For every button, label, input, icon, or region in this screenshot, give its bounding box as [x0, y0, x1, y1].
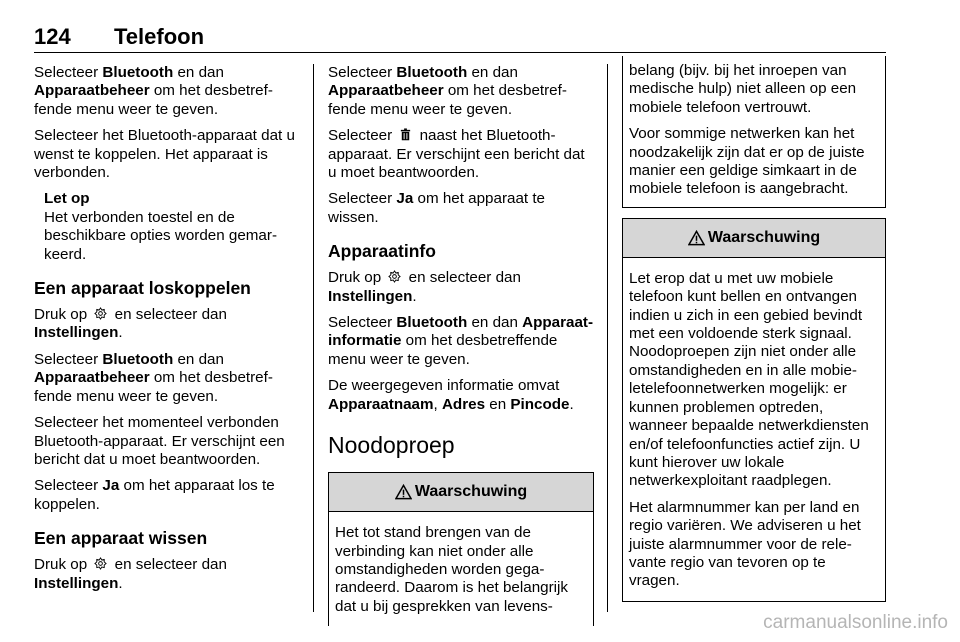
paragraph: Selecteer Ja om het apparaat te wissen.: [328, 190, 546, 226]
warning-header: [623, 219, 885, 258]
warning-text: Het tot stand brengen van de verbinding kan niet onder alle omstandigheden worden gegarandeerd. Daarom is het belangrijk dat u bij gesprekken van levens-: [335, 524, 568, 615]
paragraph: Druk op en selecteer dan Instellingen.: [34, 556, 227, 592]
paragraph: Druk op en selecteer dan Instellingen.: [328, 269, 521, 305]
warning-body: [623, 258, 885, 601]
section-heading: Een apparaat wissen: [34, 528, 208, 549]
paragraph: Selecteer Bluetooth en dan Apparaatbeheer om het desbetreffende menu weer te geven.: [34, 64, 273, 118]
note: [44, 190, 300, 264]
paragraph: Druk op en selecteer dan Instellingen.: [34, 306, 227, 342]
warning-icon: [395, 484, 412, 500]
watermark: carmanualsonline.info: [763, 612, 948, 633]
column-1: [34, 64, 300, 601]
paragraph: De weergegeven informatie omvat Apparaatnaam, Adres en Pincode.: [328, 377, 574, 413]
header-rule: [34, 52, 886, 53]
column-2: [328, 64, 594, 626]
note-title: Let op: [44, 190, 90, 208]
paragraph: Selecteer het Bluetooth-apparaat dat u wenst te koppelen. Het apparaat is verbonden.: [34, 127, 295, 182]
warning-body: [329, 512, 593, 626]
paragraph: Selecteer Ja om het apparaat los te koppelen.: [34, 477, 275, 513]
paragraph: belang (bijv. bij het inroepen van medische hulp) niet alleen op een mobiele telefoon vertrouwt.: [629, 62, 857, 116]
warning-box: [622, 218, 886, 602]
column-divider: [607, 64, 608, 612]
page-header: [34, 24, 886, 50]
warning-text: Het alarmnummer kan per land en regio variëren. We adviseren u het juiste alarmnummer voor de relevante regio van tevoren op te vragen.: [629, 498, 861, 590]
column-divider: [313, 64, 314, 612]
warning-box: [328, 472, 594, 626]
settings-icon: [94, 557, 107, 570]
warning-title: Waarschuwing: [414, 482, 528, 500]
page-number: 124: [34, 24, 71, 49]
settings-icon: [388, 270, 401, 283]
paragraph: Voor sommige netwerken kan het noodzakelijk zijn dat er op de juiste manier een geldige simkaart in de mobiele telefoon is aangebracht.: [629, 125, 865, 198]
chapter-heading: Noodoproep: [328, 432, 455, 459]
paragraph: Selecteer naast het Bluetooth-apparaat. Er verschijnt een bericht dat u moet beantwoorden.: [328, 127, 585, 182]
warning-header: [329, 473, 593, 512]
settings-icon: [94, 307, 107, 320]
warning-title: Waarschuwing: [707, 228, 821, 246]
section-heading: Apparaatinfo: [328, 241, 436, 262]
section-heading: Een apparaat loskoppelen: [34, 278, 251, 299]
note-text: Het verbonden toestel en de beschikbare opties worden gemarkeerd.: [44, 208, 278, 263]
paragraph: Selecteer Bluetooth en dan Apparaatbeheer om het desbetreffende menu weer te geven.: [328, 64, 567, 118]
trash-icon: [399, 128, 412, 141]
paragraph: Selecteer Bluetooth en dan Apparaatbeheer om het desbetreffende menu weer te geven.: [34, 350, 273, 405]
column-3: [622, 64, 886, 602]
warning-box-continued: [622, 56, 886, 208]
warning-text: Let erop dat u met uw mobiele telefoon kunt bellen en ontvangen indien u zich in een gebied bevindt met een voldoende sterk signaal. Noodoproepen zijn niet onder alle omstandigheden en in alle mobieletelefoonnetwerken mogelijk: er kunnen problemen optreden, wanneer bepaalde netwerkdiensten en/of telefoonfuncties actief zijn. U kunt hierover uw lokale netwerkexploitant raadplegen.: [629, 269, 869, 490]
paragraph: Selecteer het momenteel verbonden Bluetooth-apparaat. Er verschijnt een bericht dat u moet beantwoorden.: [34, 414, 285, 468]
warning-icon: [688, 230, 705, 246]
paragraph: Selecteer Bluetooth en dan Apparaatinformatie om het desbetreffende menu weer te geven.: [328, 314, 594, 368]
page-title: Telefoon: [114, 24, 205, 49]
